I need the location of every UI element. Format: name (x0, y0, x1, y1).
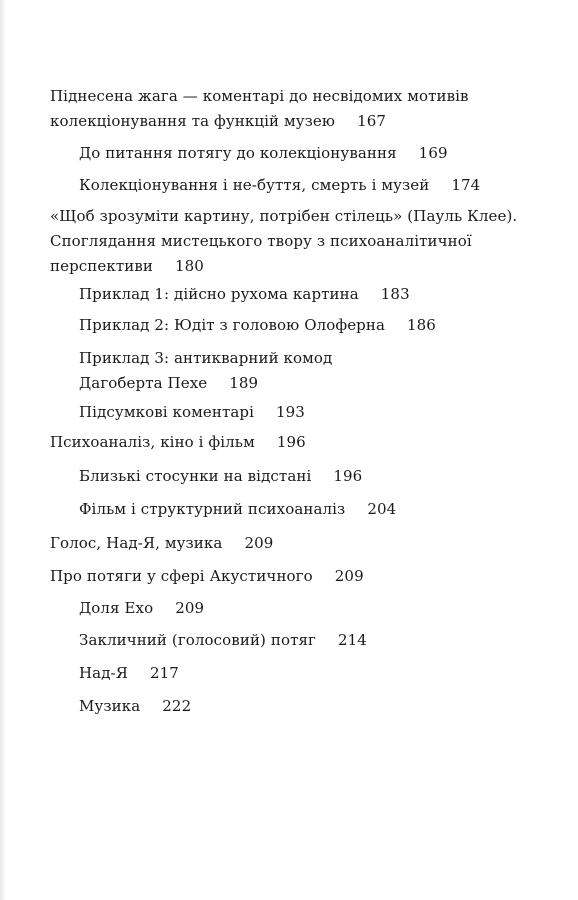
toc-entry-line: Приклад 3: антикварний комод (79, 349, 333, 367)
toc-entry-line: Доля Ехо (79, 599, 154, 617)
toc-page-number: 183 (380, 285, 410, 303)
toc-page-number: 196 (333, 467, 363, 485)
toc-entry-line: Приклад 2: Юдіт з головою Олоферна (79, 316, 386, 334)
toc-entry-line: Про потяги у сфері Акустичного (50, 567, 313, 585)
toc-page-number: 186 (407, 316, 436, 334)
toc-entry-line: Приклад 1: дійсно рухома картина (79, 285, 359, 303)
toc-entry (50, 204, 517, 279)
toc-entry (50, 84, 469, 134)
toc-entry (79, 497, 396, 522)
toc-entry-line: Підсумкові коментарі (79, 403, 255, 421)
toc-page-number: 209 (175, 599, 205, 617)
toc-entry-line: Музика (79, 697, 141, 715)
toc-entry-line: Над-Я (79, 664, 128, 682)
toc-entry-line: «Щоб зрозуміти картину, потрібен стілець» (Пауль Клее). (50, 207, 518, 225)
toc-entry-line: Споглядання мистецького твору з психоаналітичної (50, 232, 472, 250)
toc-entry-line: До питання потягу до колекціонування (79, 144, 397, 162)
toc-page-number: 204 (367, 500, 397, 518)
toc-page-number: 167 (357, 112, 387, 130)
toc-page-number: 196 (276, 433, 306, 451)
toc-page-number: 180 (174, 257, 204, 275)
toc-entry (79, 282, 410, 307)
toc-page-number: 169 (418, 144, 448, 162)
toc-entry (79, 628, 367, 653)
toc-entry (79, 141, 448, 166)
toc-entry-line: Фільм і структурний психоаналіз (79, 500, 346, 518)
toc-page-number: 193 (276, 403, 305, 421)
toc-entry (79, 173, 480, 198)
toc-entry-line: колекціонування та функцій музею (50, 112, 336, 130)
scan-edge-shadow (0, 0, 6, 900)
toc-entry (79, 464, 362, 489)
toc-page-number: 222 (162, 697, 192, 715)
toc-entry-line: Піднесена жага — коментарі до несвідомих мотивів (50, 87, 469, 105)
toc-entry (50, 564, 364, 589)
toc-entry-line: Психоаналіз, кіно і фільм (50, 433, 255, 451)
toc-page-number: 174 (451, 176, 481, 194)
toc-entry (79, 400, 305, 425)
toc-page-number: 209 (334, 567, 364, 585)
toc-page-number: 214 (338, 631, 367, 649)
toc-entry (79, 346, 332, 396)
toc-entry (50, 531, 273, 556)
toc-entry (79, 661, 179, 686)
toc-entry (79, 694, 191, 719)
toc-entry (79, 596, 204, 621)
toc-entry-line: Голос, Над-Я, музика (50, 534, 223, 552)
toc-page-number: 217 (149, 664, 179, 682)
toc-entry-line: Закличний (голосовий) потяг (79, 631, 317, 649)
toc-entry-line: Дагоберта Пехе (79, 374, 208, 392)
toc-entry-line: Близькі стосунки на відстані (79, 467, 312, 485)
toc-entry-line: Колекціонування і не-буття, смерть і музей (79, 176, 430, 194)
toc-page-number: 189 (229, 374, 259, 392)
toc-page-number: 209 (244, 534, 274, 552)
toc-entry-line: перспективи (50, 257, 153, 275)
toc-entry (79, 313, 436, 338)
toc-entry (50, 430, 306, 455)
